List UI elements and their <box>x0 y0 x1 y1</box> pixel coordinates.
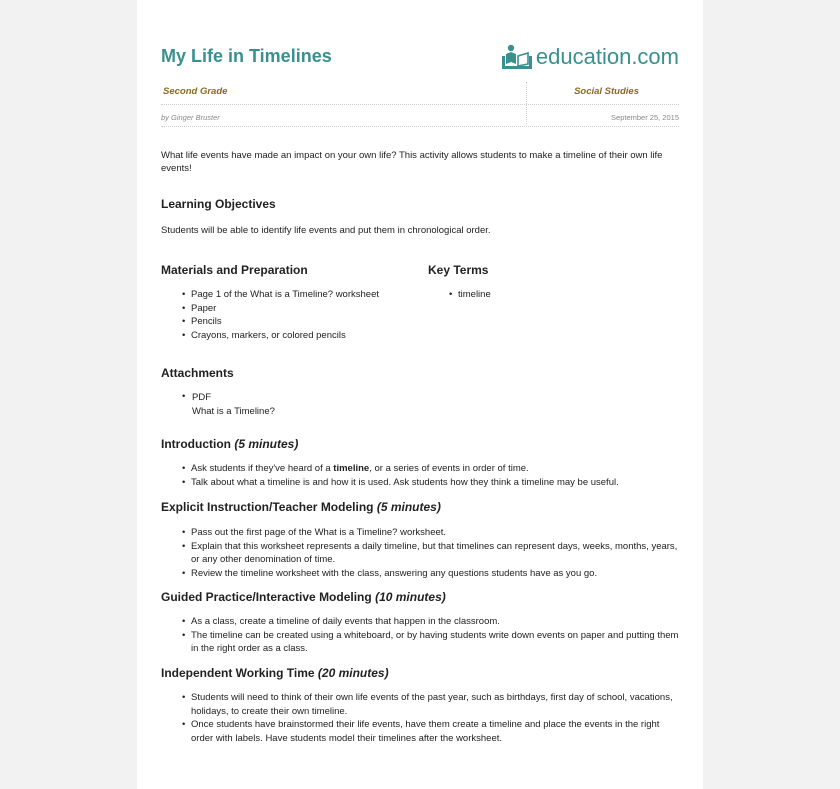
header-divider <box>161 104 679 105</box>
header-divider-vertical <box>526 82 528 124</box>
guided-practice-list <box>161 615 679 656</box>
list-item: • Talk about what a timeline is and how it is used. Ask students how they think a timeline may be useful. <box>161 476 679 490</box>
list-item: • Review the timeline worksheet with the class, answering any questions students have as you go. <box>161 567 679 581</box>
list-item: • As a class, create a timeline of daily events that happen in the classroom. <box>161 615 679 629</box>
book-reader-icon <box>500 42 534 72</box>
key-terms-heading: Key Terms <box>428 263 489 277</box>
list-item: • Page 1 of the What is a Timeline? worksheet <box>161 288 421 302</box>
list-item: • Students will need to think of their own life events of the past year, such as birthdays, first day of school, vacations, holidays, to create their own timeline. <box>161 691 679 718</box>
attachment-link[interactable]: What is a Timeline? <box>192 406 275 417</box>
explicit-instruction-list <box>161 526 679 580</box>
subject-label: Social Studies <box>574 86 639 97</box>
document-page <box>137 0 703 789</box>
page-title: My Life in Timelines <box>161 46 332 66</box>
author-label: by Ginger Bruster <box>161 113 220 122</box>
list-item: • Explain that this worksheet represents a daily timeline, but that timelines can represent days, weeks, months, years, or any other denomination of time. <box>161 540 679 567</box>
introduction-list <box>161 462 679 489</box>
header-divider-bottom <box>161 126 679 127</box>
attachment-bullet: • <box>182 391 186 402</box>
list-item: • Crayons, markers, or colored pencils <box>161 329 421 343</box>
intro-paragraph: What life events have made an impact on your own life? This activity allows students to make a timeline of their own life events! <box>161 150 663 174</box>
list-item: • Once students have brainstormed their life events, have them create a timeline and place the events in the right order with labels. Have students model their timelines after the worksheet. <box>161 718 679 745</box>
list-item: • Pencils <box>161 315 421 329</box>
list-item: • Ask students if they've heard of a timeline, or a series of events in order of time. <box>161 462 679 476</box>
learning-objectives-heading: Learning Objectives <box>161 197 276 211</box>
list-item: • The timeline can be created using a whiteboard, or by having students write down events on paper and putting them in the right order as a class. <box>161 629 679 656</box>
explicit-instruction-heading: Explicit Instruction/Teacher Modeling (5 minutes) <box>161 500 441 514</box>
learning-objectives-text: Students will be able to identify life events and put them in chronological order. <box>161 225 491 236</box>
education-logo <box>500 42 679 72</box>
attachments-heading: Attachments <box>161 366 234 380</box>
key-terms-list <box>428 288 628 302</box>
materials-list <box>161 288 421 342</box>
attachment-type: PDF <box>192 392 211 403</box>
introduction-heading: Introduction (5 minutes) <box>161 437 299 451</box>
list-item: • Pass out the first page of the What is a Timeline? worksheet. <box>161 526 679 540</box>
independent-working-list <box>161 691 679 745</box>
materials-heading: Materials and Preparation <box>161 263 308 277</box>
guided-practice-heading: Guided Practice/Interactive Modeling (10 minutes) <box>161 590 446 604</box>
date-label: September 25, 2015 <box>611 113 679 122</box>
grade-label: Second Grade <box>163 86 228 97</box>
independent-working-heading: Independent Working Time (20 minutes) <box>161 666 389 680</box>
logo-text: education.com <box>535 44 679 69</box>
list-item: • timeline <box>428 288 628 302</box>
list-item: • Paper <box>161 302 421 316</box>
